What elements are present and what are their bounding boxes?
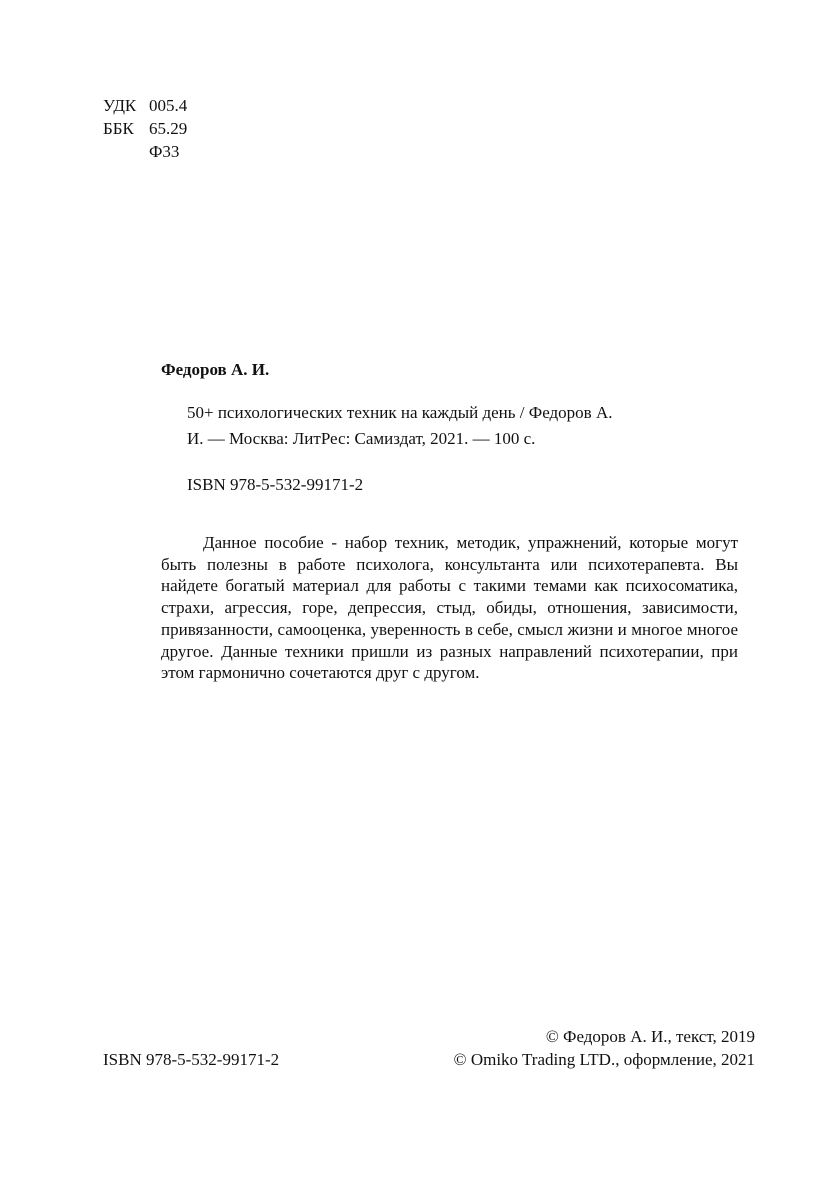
author-sign: Ф33 [149, 142, 180, 161]
annotation: Данное пособие - набор техник, методик, упражнений, которые могут быть полезны в работе психолога, консультанта или психотерапевта. Вы найдете богатый материал для работы с такими темами как психосоматика, страхи, агрессия, горе, депрессия, стыд, обиды, отношения, зависимости, привязанности, самооценка, уверенность в себе, смысл жизни и многое многое другое. Данные техники пришли из разных направлений психотерапии, при этом гармонично сочетаются друг с другом. [161, 533, 738, 683]
copyright-design: © Omiko Trading LTD., оформление, 2021 [453, 1050, 755, 1069]
bibliographic-line-1: 50+ психологических техник на каждый день / Федоров А. [187, 403, 613, 422]
udk-value: 005.4 [149, 96, 188, 115]
author-name: Федоров А. И. [161, 360, 270, 379]
bbk-value: 65.29 [149, 119, 188, 138]
isbn-footer: ISBN 978-5-532-99171-2 [103, 1050, 280, 1069]
copyright-text: © Федоров А. И., текст, 2019 [545, 1027, 755, 1046]
bbk-label: ББК [103, 119, 134, 138]
bibliographic-line-2: И. — Москва: ЛитРес: Самиздат, 2021. — 100 с. [187, 429, 536, 448]
isbn-top: ISBN 978-5-532-99171-2 [187, 475, 364, 494]
udk-label: УДК [103, 96, 137, 115]
